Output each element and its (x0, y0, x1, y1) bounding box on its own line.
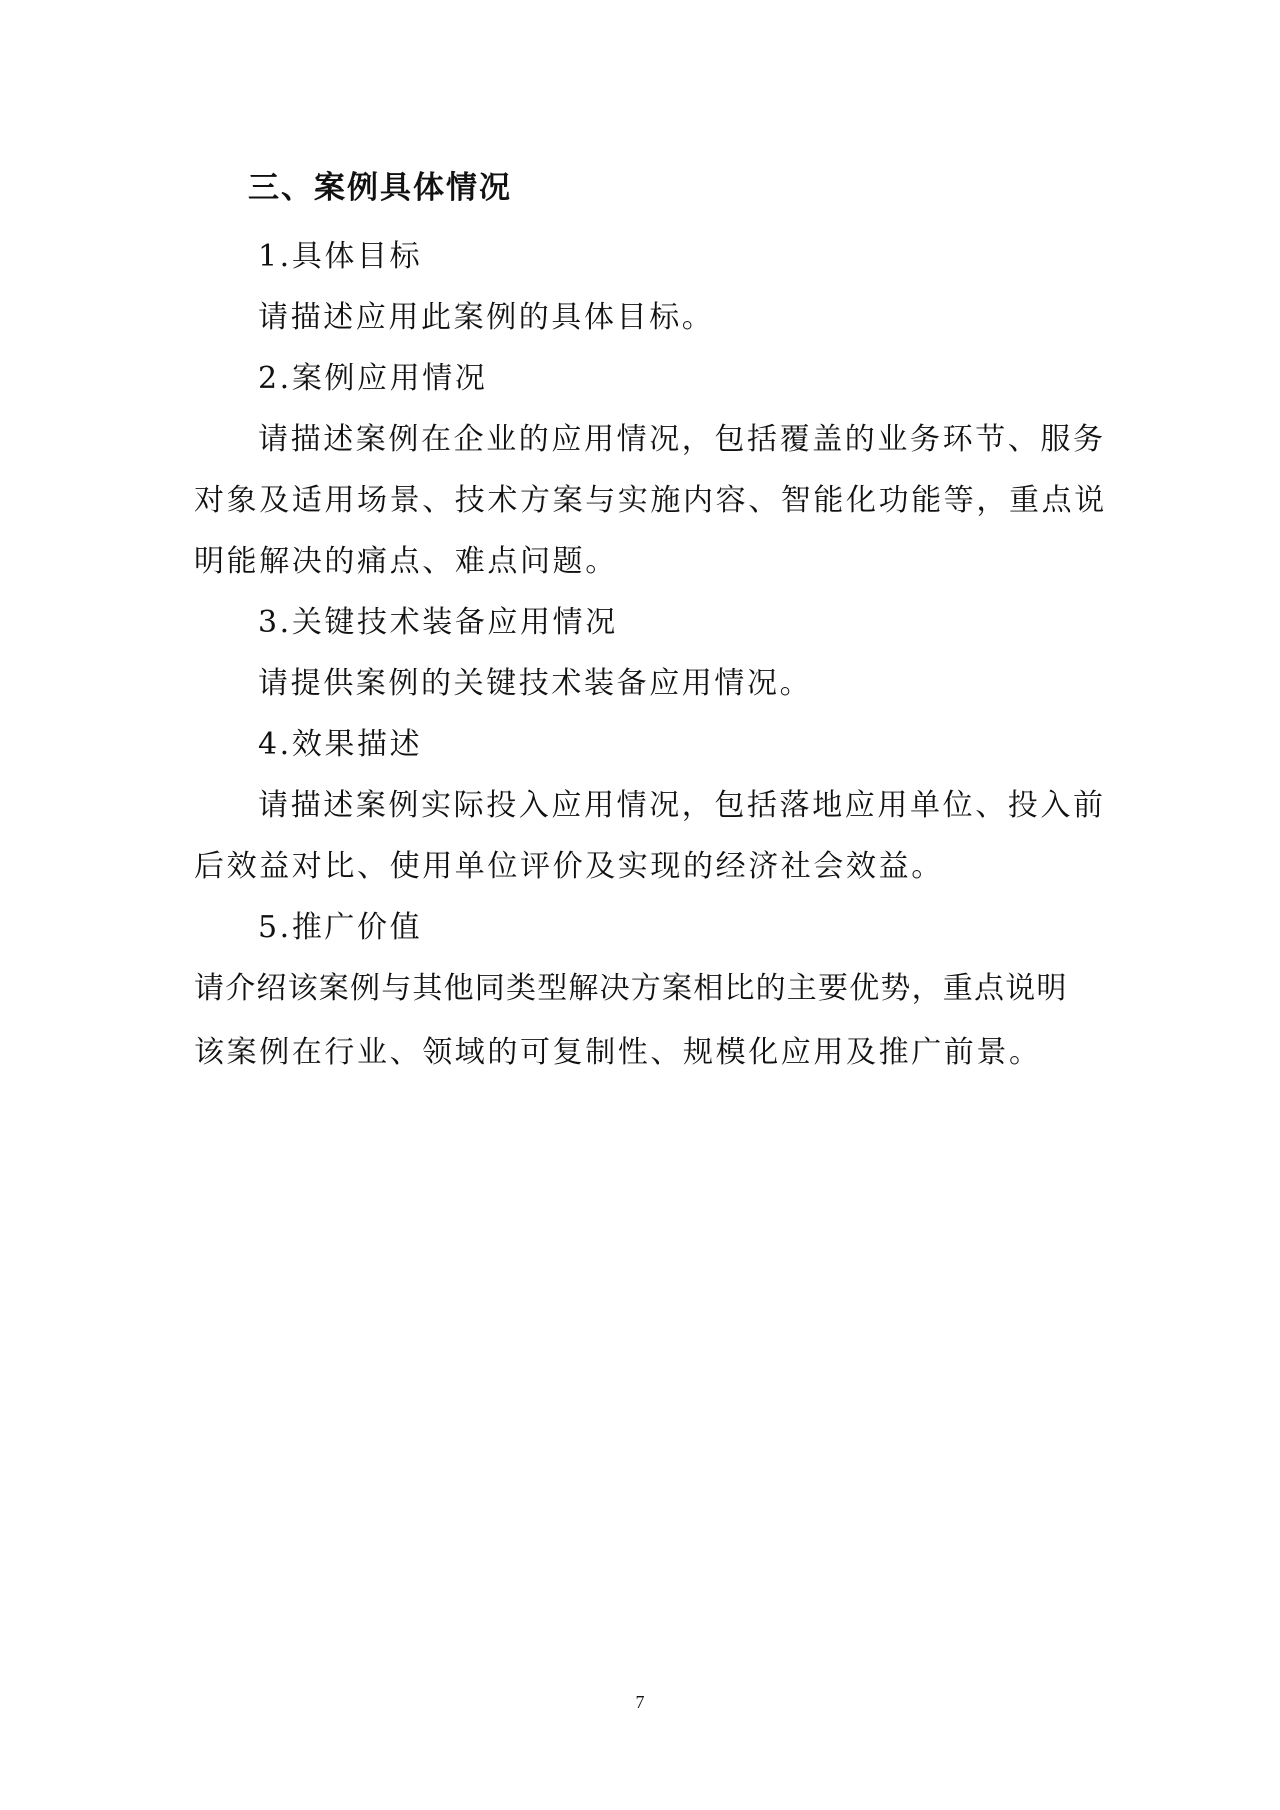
item-title-2: 2.案例应用情况 (258, 361, 488, 396)
page-number: 7 (635, 1692, 645, 1712)
item-title-5: 5.推广价值 (258, 910, 423, 945)
item-body-5-line-1: 请介绍该案例与其他同类型解决方案相比的主要优势，重点说明 (194, 971, 1068, 1006)
item-title-3: 3.关键技术装备应用情况 (258, 605, 618, 640)
item-body-2-line-3: 明能解决的痛点、难点问题。 (194, 544, 618, 579)
item-body-4-line-2: 后效益对比、使用单位评价及实现的经济社会效益。 (194, 849, 944, 884)
item-body-2-line-2: 对象及适用场景、技术方案与实施内容、智能化功能等，重点说 (194, 483, 1107, 518)
item-title-4: 4.效果描述 (258, 727, 423, 762)
item-title-1: 1.具体目标 (258, 239, 423, 274)
item-body-2-line-1: 请描述案例在企业的应用情况，包括覆盖的业务环节、服务 (258, 422, 1106, 457)
section-heading: 三、案例具体情况 (248, 170, 512, 206)
item-body-4-line-1: 请描述案例实际投入应用情况，包括落地应用单位、投入前 (258, 788, 1106, 823)
item-body-3-line-1: 请提供案例的关键技术装备应用情况。 (258, 666, 813, 701)
item-body-5-line-2: 该案例在行业、领域的可复制性、规模化应用及推广前景。 (194, 1035, 1042, 1070)
item-body-1-line-1: 请描述应用此案例的具体目标。 (258, 300, 715, 335)
